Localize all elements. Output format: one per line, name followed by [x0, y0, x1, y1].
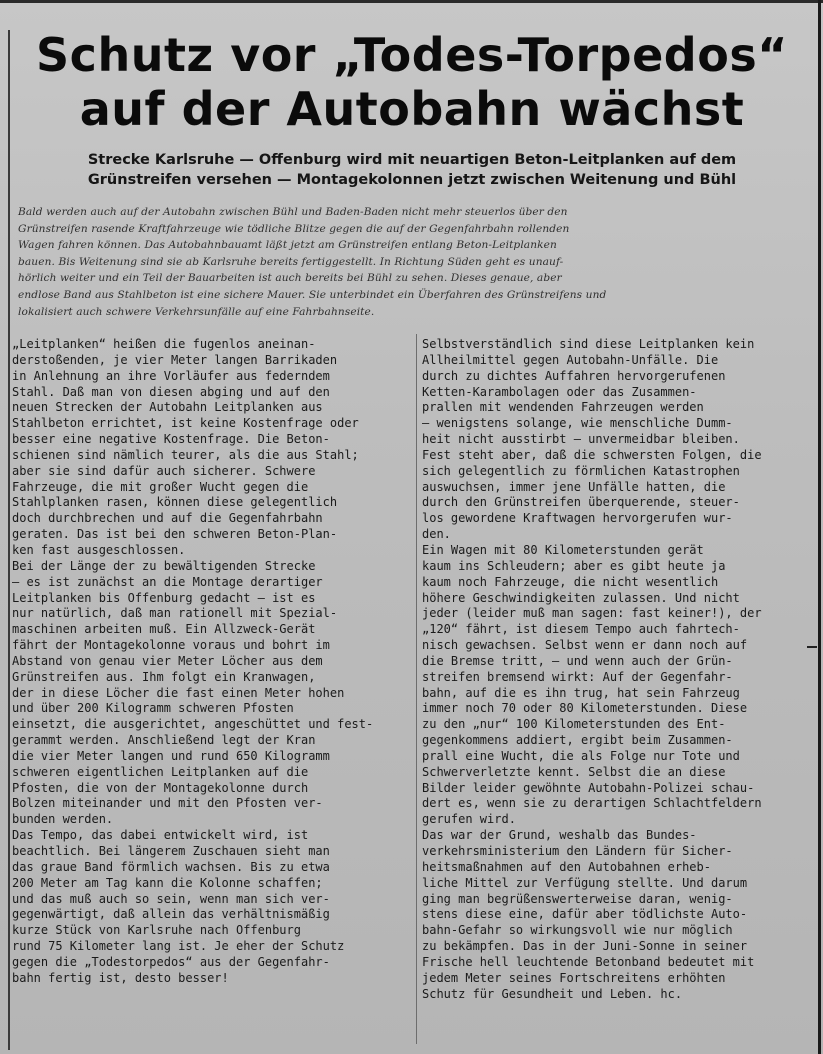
text-line: durch zu dichtes Auffahren hervorgerufenen — [422, 368, 726, 383]
text-line: gegenkommens addiert, ergibt beim Zusammen- — [422, 733, 733, 748]
body-paragraph — [422, 337, 814, 543]
text-line: doch durchbrechen und auf die Gegenfahrbahn — [12, 511, 323, 526]
text-line: bahn, auf die es ihn trug, hat sein Fahrzeug — [422, 685, 740, 700]
text-line: rund 75 Kilometer lang ist. Je eher der Schutz — [12, 939, 345, 954]
text-line: das graue Band förmlich wachsen. Bis zu etwa — [12, 859, 330, 874]
text-line: Allheilmittel gegen Autobahn-Unfälle. Die — [422, 352, 719, 367]
text-line: heit nicht ausstirbt — unvermeidbar bleiben. — [422, 432, 740, 447]
text-line: Das war der Grund, weshalb das Bundes- — [422, 828, 697, 843]
text-line: Stahlbeton errichtet, ist keine Kostenfrage oder — [12, 416, 359, 431]
text-line: prall eine Wucht, die als Folge nur Tote und — [422, 748, 740, 763]
text-line: zu bekämpfen. Das in der Juni-Sonne in seiner — [422, 939, 748, 954]
text-line: der in diese Löcher die fast einen Meter hohen — [12, 685, 345, 700]
text-line: schienen sind nämlich teurer, als die aus Stahl; — [12, 447, 359, 462]
text-line: ken fast ausgeschlossen. — [12, 542, 186, 557]
text-line: durch den Grünstreifen überquerende, steuer- — [422, 495, 740, 510]
text-line: bahn fertig ist, desto besser! — [12, 970, 229, 985]
body-paragraph — [12, 337, 402, 559]
lead-line: hörlich weiter und ein Teil der Bauarbeiten ist auch bereits bei Bühl zu sehen. Dieses genaue, aber — [18, 272, 562, 285]
text-line: bunden werden. — [12, 812, 114, 827]
text-line: auswuchsen, immer jene Unfälle hatten, die — [422, 479, 726, 494]
right-border-rule — [818, 0, 821, 1054]
text-line: gegenwärtigt, daß allein das verhältnismäßig — [12, 907, 330, 922]
text-line: fährt der Montagekolonne voraus und bohrt im — [12, 638, 330, 653]
text-line: aber sie sind dafür auch sicherer. Schwere — [12, 463, 316, 478]
article-lead-paragraph — [18, 204, 808, 320]
text-line: jedem Meter seines Fortschreitens erhöhten — [422, 970, 726, 985]
text-line: Schwerverletzte kennt. Selbst die an diese — [422, 764, 726, 779]
lead-line: endlose Band aus Stahlbeton ist eine sichere Mauer. Sie unterbindet ein Überfahren des Grünstreifens und — [18, 288, 607, 301]
article-headline — [12, 28, 812, 136]
text-line: Frische hell leuchtende Betonband bedeutet mit — [422, 954, 755, 969]
text-line: Fest steht aber, daß die schwersten Folgen, die — [422, 447, 762, 462]
article-subheadline — [14, 150, 810, 190]
lead-line: Grünstreifen rasende Kraftfahrzeuge wie tödliche Blitze gegen die auf der Gegenfahrbahn rollenden — [18, 222, 570, 235]
left-text-column — [12, 337, 402, 987]
text-line: gerufen wird. — [422, 812, 516, 827]
text-line: den. — [422, 527, 451, 542]
text-line: dert es, wenn sie zu derartigen Schlachtfeldern — [422, 796, 762, 811]
top-border-rule — [0, 0, 823, 3]
text-line: Leitplanken bis Offenburg gedacht — ist es — [12, 590, 316, 605]
text-line: — wenigstens solange, wie menschliche Dumm- — [422, 416, 733, 431]
text-line: liche Mittel zur Verfügung stellte. Und darum — [422, 875, 748, 890]
text-line: — es ist zunächst an die Montage derartiger — [12, 574, 323, 589]
text-line: heitsmaßnahmen auf den Autobahnen erheb- — [422, 859, 711, 874]
text-line: Stahl. Daß man von diesen abging und auf den — [12, 384, 330, 399]
right-text-column — [422, 337, 814, 1002]
text-line: Grünstreifen aus. Ihm folgt ein Kranwagen, — [12, 669, 316, 684]
text-line: maschinen arbeiten muß. Ein Allzweck-Gerät — [12, 622, 316, 637]
text-line: los gewordene Kraftwagen hervorgerufen wur- — [422, 511, 733, 526]
text-line: immer noch 70 oder 80 Kilometerstunden. Diese — [422, 701, 748, 716]
text-line: gerammt werden. Anschließend legt der Kran — [12, 733, 316, 748]
headline-line: auf der Autobahn wächst — [79, 82, 745, 136]
text-line: Schutz für Gesundheit und Leben. hc. — [422, 986, 683, 1001]
text-line: kaum noch Fahrzeuge, die nicht wesentlich — [422, 574, 719, 589]
lead-line: lokalisiert auch schwere Verkehrsunfälle auf eine Fahrbahnseite. — [18, 305, 375, 318]
text-line: und das muß auch so sein, wenn man sich ver- — [12, 891, 330, 906]
text-line: Bilder leider gewöhnte Autobahn-Polizei schau- — [422, 780, 755, 795]
lead-line: Wagen fahren können. Das Autobahnbauamt läßt jetzt am Grünstreifen entlang Beton-Leitplanken — [18, 239, 557, 252]
text-line: prallen mit wendenden Fahrzeugen werden — [422, 400, 704, 415]
text-line: stens diese eine, dafür aber tödlichste Auto- — [422, 907, 748, 922]
text-line: bahn-Gefahr so wirkungsvoll wie nur möglich — [422, 923, 733, 938]
lead-line: Bald werden auch auf der Autobahn zwischen Bühl und Baden-Baden nicht mehr steuerlos über den — [18, 206, 568, 218]
lead-line: bauen. Bis Weitenung sind sie ab Karlsruhe bereits fertiggestellt. In Richtung Süden geht es unauf- — [18, 255, 564, 268]
text-line: Ein Wagen mit 80 Kilometerstunden gerät — [422, 542, 704, 557]
text-line: neuen Strecken der Autobahn Leitplanken aus — [12, 400, 323, 415]
subheadline-line: Grünstreifen versehen — Montagekolonnen jetzt zwischen Weitenung und Bühl — [87, 172, 737, 188]
subheadline-line: Strecke Karlsruhe — Offenburg wird mit neuartigen Beton-Leitplanken auf dem — [87, 152, 737, 168]
text-line: beachtlich. Bei längerem Zuschauen sieht man — [12, 844, 330, 858]
text-line: geraten. Das ist bei den schweren Beton-Plan- — [12, 527, 338, 542]
text-line: die Bremse tritt, — und wenn auch der Grün- — [422, 653, 733, 668]
body-paragraph — [422, 828, 814, 1002]
text-line: sich gelegentlich zu förmlichen Katastrophen — [422, 463, 740, 478]
text-line: gegen die „Todestorpedos“ aus der Gegenfahr- — [12, 954, 330, 969]
text-line: derstoßenden, je vier Meter langen Barrikaden — [12, 352, 338, 367]
text-line: in Anlehnung an ihre Vorläufer aus federndem — [12, 368, 330, 383]
text-line: „Leitplanken“ heißen die fugenlos aneinan- — [12, 337, 316, 351]
text-line: Pfosten, die von der Montagekolonne durch — [12, 780, 309, 795]
text-line: „120“ fährt, ist diesem Tempo auch fahrtech- — [422, 622, 740, 637]
text-line: Selbstverständlich sind diese Leitplanken kein — [422, 337, 755, 351]
text-line: Bei der Länge der zu bewältigenden Strecke — [12, 558, 316, 573]
text-line: Fahrzeuge, die mit großer Wucht gegen die — [12, 479, 309, 494]
text-line: ging man begrüßenswerterweise daran, wenig- — [422, 891, 733, 906]
text-line: kaum ins Schleudern; aber es gibt heute ja — [422, 558, 726, 573]
headline-line: Schutz vor „Todes-Torpedos“ — [36, 28, 788, 82]
text-line: und über 200 Kilogramm schweren Pfosten — [12, 701, 294, 716]
text-line: nur natürlich, daß man rationell mit Spezial- — [12, 606, 338, 621]
text-line: jeder (leider muß man sagen: fast keiner!), der — [422, 606, 762, 621]
text-line: Das Tempo, das dabei entwickelt wird, ist — [12, 828, 309, 843]
text-line: zu den „nur“ 100 Kilometerstunden des Ent- — [422, 717, 726, 732]
text-line: besser eine negative Kostenfrage. Die Beton- — [12, 432, 330, 447]
left-border-rule — [8, 30, 10, 1050]
text-line: Abstand von genau vier Meter Löcher aus dem — [12, 653, 323, 668]
text-line: verkehrsministerium den Ländern für Sicher- — [422, 844, 733, 858]
text-line: kurze Stück von Karlsruhe nach Offenburg — [12, 923, 301, 938]
body-paragraph — [12, 828, 402, 986]
text-line: schweren eigentlichen Leitplanken auf die — [12, 764, 309, 779]
text-line: nisch gewachsen. Selbst wenn er dann noch auf — [422, 638, 748, 653]
body-paragraph — [12, 559, 402, 828]
text-line: einsetzt, die ausgerichtet, angeschüttet und fest- — [12, 717, 374, 732]
text-line: Bolzen miteinander und mit den Pfosten ver- — [12, 796, 323, 811]
text-line: Stahlplanken rasen, können diese gelegentlich — [12, 495, 338, 510]
column-divider — [416, 334, 417, 1044]
text-line: streifen bremsend wirkt: Auf der Gegenfahr- — [422, 669, 733, 684]
text-line: Ketten-Karambolagen oder das Zusammen- — [422, 384, 697, 399]
text-line: höhere Geschwindigkeiten zulassen. Und nicht — [422, 590, 740, 605]
body-paragraph — [422, 543, 814, 828]
text-line: die vier Meter langen und rund 650 Kilogramm — [12, 748, 330, 763]
text-line: 200 Meter am Tag kann die Kolonne schaffen; — [12, 875, 323, 890]
